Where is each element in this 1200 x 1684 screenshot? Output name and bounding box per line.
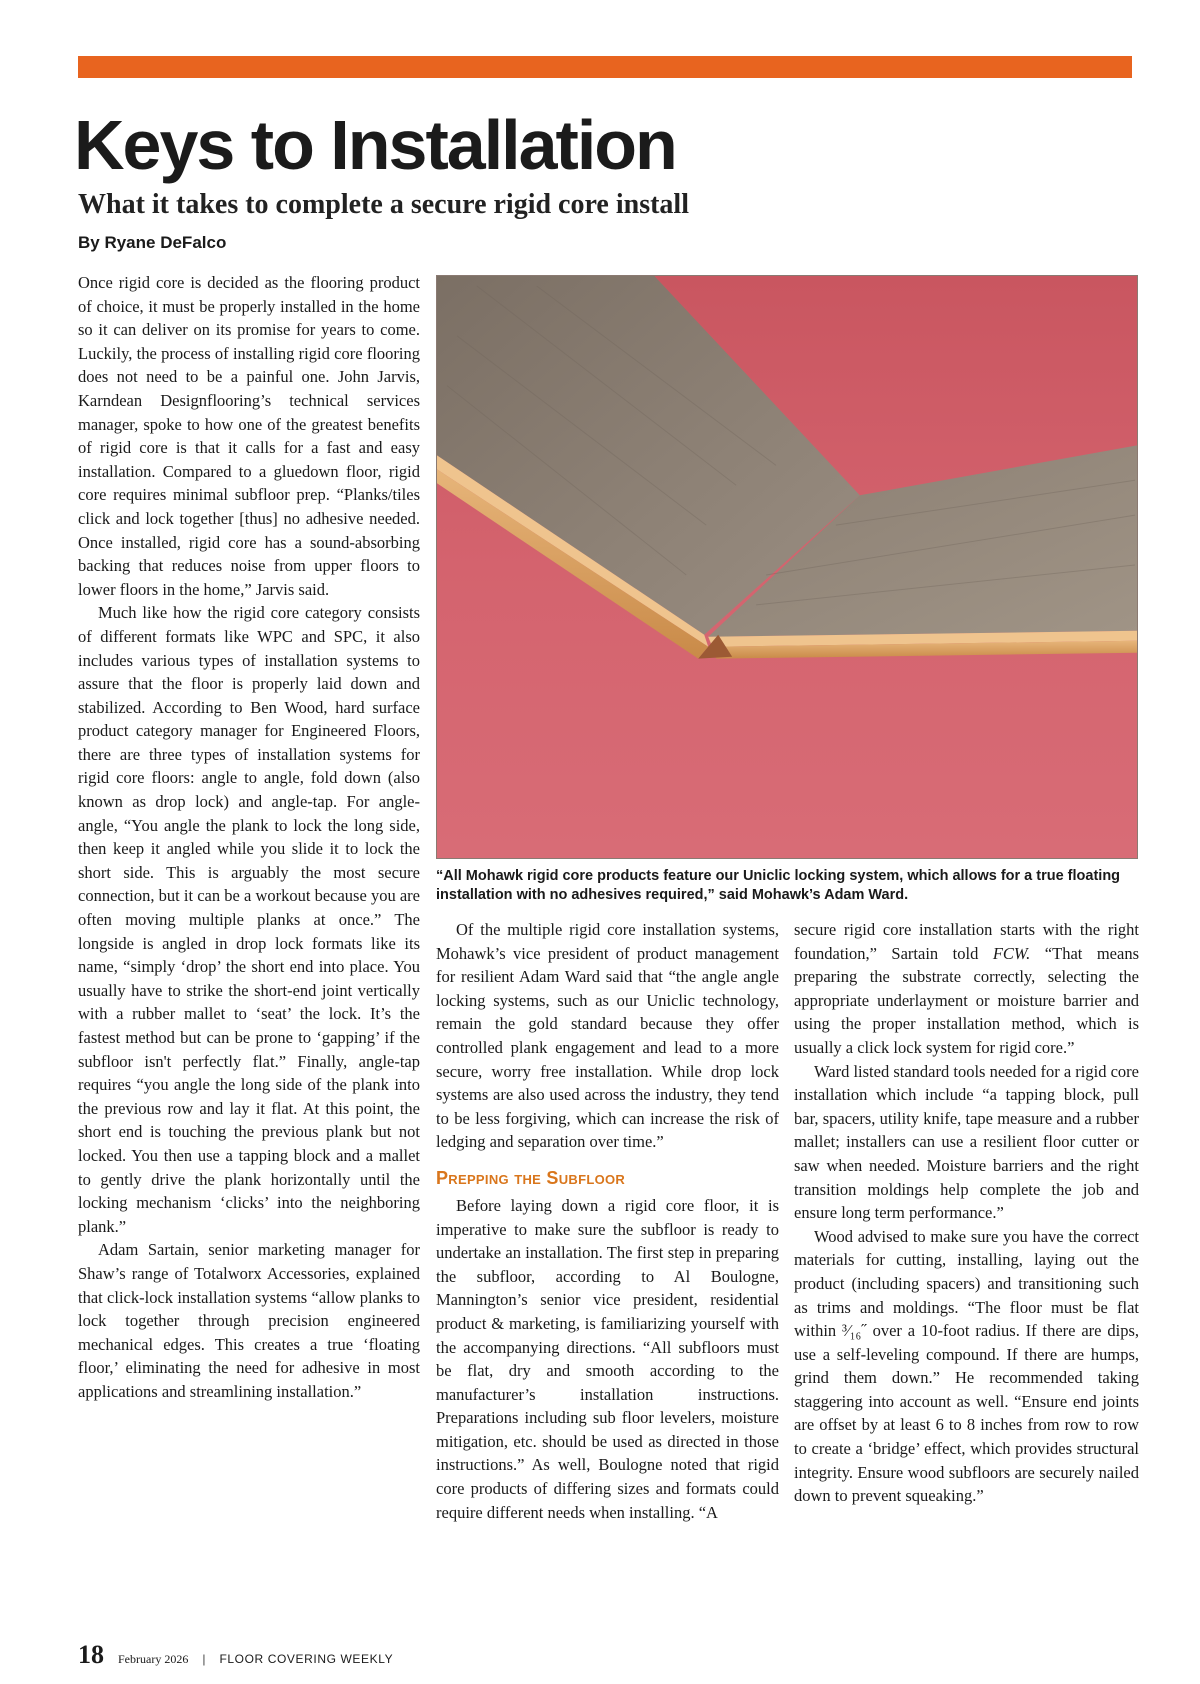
- paragraph: Once rigid core is decided as the flooring product of choice, it must be properly installed in the home so it can deliver on its promise for years to come. Luckily, the process of installing rigid core flooring does not need to be a painful one. John Jarvis, Karndean Designflooring’s technical services manager, spoke to how one of the greatest benefits of rigid core is that it calls for a fast and easy installation. Compared to a gluedown floor, rigid core requires minimal subfloor prep. “Planks/tiles click and lock together [thus] no adhesive needed. Once installed, rigid core has a sound-absorbing backing that reduces noise from upper floors to lower floors in the home,” Jarvis said.: [78, 273, 420, 599]
- paragraph: Before laying down a rigid core floor, it is imperative to make sure the subfloor is ready to undertake an installation. The first step in preparing the subfloor, according to Al Boulogne, Mannington’s senior vice president, residential product & marketing, is familiarizing yourself with the accompanying directions. “All subfloors must be flat, dry and smooth according to the manufacturer’s installation instructions. Preparations including sub floor levelers, moisture mitigation, etc. should be used as directed in those instructions.” As well, Boulogne noted that rigid core products of differing sizes and formats could require different needs when installing. “A: [436, 1195, 779, 1522]
- publication-mention: FCW.: [992, 943, 1031, 963]
- section-subhead: Prepping the Subfloor: [436, 1167, 626, 1188]
- page-footer: [78, 1640, 393, 1668]
- paragraph: Much like how the rigid core category consists of different formats like WPC and SPC, it also includes various types of installation systems to assure that the floor is properly laid down and stabilized. According to Ben Wood, hard surface product category manager for Engineered Floors, there are three types of installation systems for rigid core floors: angle to angle, fold down (also known as drop lock) and angle-tap. For angle-angle, “You angle the plank to lock the long side, then keep it angled while you slide it to lock the short side. This is arguably the most secure connection, but it can be a workout because you are often moving multiple planks at once.” The longside is angled in drop lock formats like its name, “simply ‘drop’ the short end into place. You usually have to strike the short-end joint vertically with a rubber mallet to ‘seat’ the lock. It’s the fastest method but can be prone to ‘gapping’ if the subfloor isn't perfectly flat.” Finally, angle-tap requires “you angle the long side of the plank into the previous row and lay it flat. At this point, the short end is touching the previous plank but not locked. You then use a tapping block and a mallet to gently drive the plank horizontally until the locking mechanism ‘clicks’ into the neighboring plank.”: [78, 603, 420, 1236]
- photo-caption: “All Mohawk rigid core products feature our Uniclic locking system, which allows for a true floating installation with no adhesives required,” said Mohawk’s Adam Ward.: [436, 868, 1121, 903]
- paragraph: Of the multiple rigid core installation systems, Mohawk’s vice president of product management for resilient Adam Ward said that “the angle angle locking systems, such as our Uniclic technology, remain the gold standard because they offer controlled plank engagement and lead to a more secure, worry free installation. While drop lock systems are also used across the industry, they tend to be less forgiving, which can increase the risk of ledging and separation over time.”: [436, 920, 779, 1152]
- paragraph: Wood advised to make sure you have the correct materials for cutting, installing, laying out the product (including spacers) and transitioning such as trims and moldings. “The floor must be flat within ³⁄₁₆˝ over a 10-foot radius. If there are dips, use a self-leveling compound. If there are humps, grind them down.” He recommended taking staggering into account as well. “Ensure end joints are offset by at least 6 to 8 inches from row to row to create a ‘bridge’ effect, which provides structural integrity. Ensure wood subfloors are securely nailed down to prevent squeaking.”: [794, 1226, 1139, 1506]
- flooring-planks-image: [437, 276, 1137, 858]
- publication-name: FLOOR COVERING WEEKLY: [219, 1652, 394, 1666]
- accent-bar: [78, 56, 1132, 78]
- article-deck: What it takes to complete a secure rigid core install: [78, 189, 689, 220]
- paragraph: [794, 918, 1139, 1060]
- issue-date: February 2026: [118, 1652, 189, 1666]
- page-number: 18: [78, 1640, 104, 1669]
- footer-separator: |: [202, 1652, 206, 1666]
- body-column-3: [794, 918, 1139, 1628]
- paragraph-text: “That means preparing the substrate correctly, selecting the appropriate underlayment or moisture barrier and using the proper installation method, which is usually a click lock system for rigid core.”: [794, 943, 1140, 1057]
- paragraph-text: secure rigid core installation starts with the right foundation,” Sartain told: [794, 920, 1139, 963]
- body-column-2: [436, 918, 779, 1628]
- byline: By Ryane DeFalco: [78, 233, 227, 252]
- article-title: Keys to Installation: [74, 106, 676, 184]
- paragraph: Adam Sartain, senior marketing manager for Shaw’s range of Totalworx Accessories, explained that click-lock installation systems “allow planks to lock together through precision engineered mechanical edges. This creates a true ‘floating floor,’ eliminating the need for adhesive in most applications and streamlining installation.”: [78, 1240, 420, 1401]
- body-column-1: [78, 271, 420, 1627]
- article-photo: [436, 275, 1138, 859]
- paragraph: Ward listed standard tools needed for a rigid core installation which include “a tapping block, pull bar, spacers, utility knife, tape measure and a rubber mallet; installers can use a resilient floor cutter or saw when needed. Moisture barriers and the right transition moldings help complete the job and ensure long term performance.”: [794, 1061, 1139, 1223]
